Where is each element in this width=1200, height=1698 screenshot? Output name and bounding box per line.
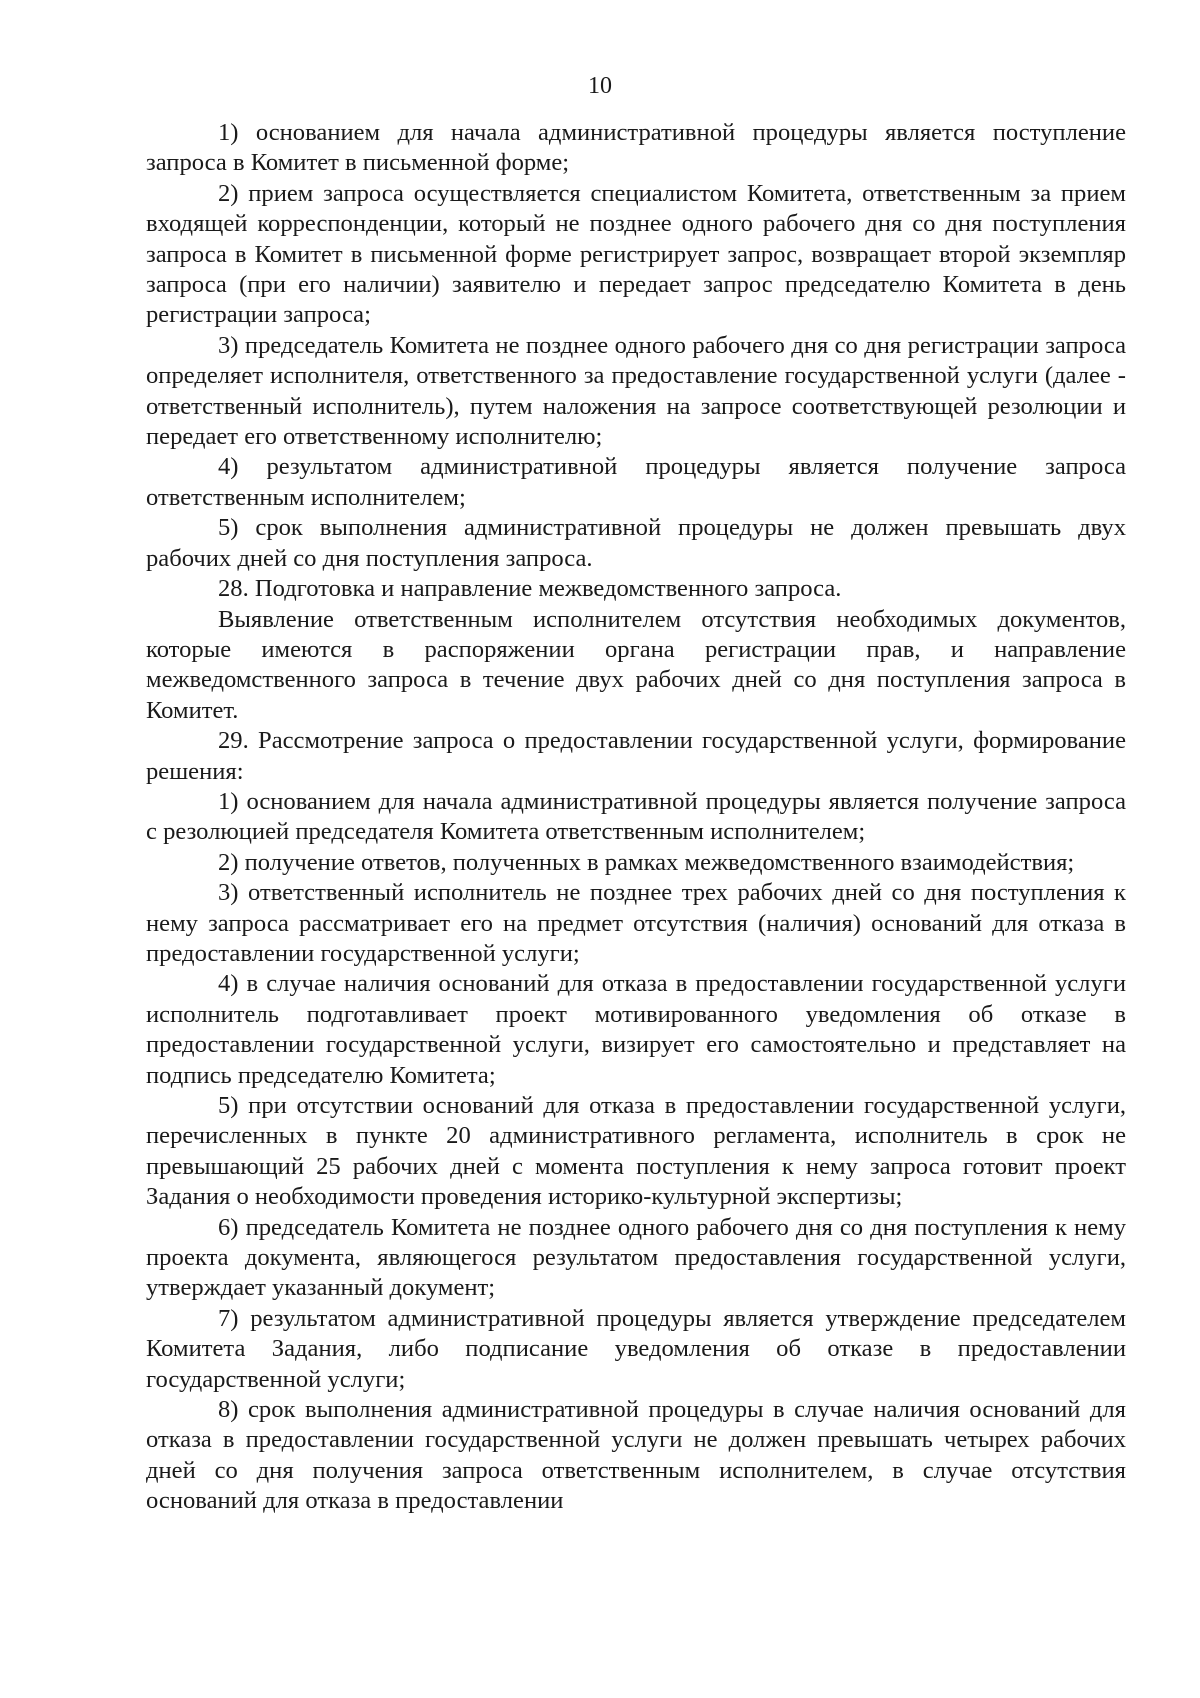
paragraph-item-1: 1) основанием для начала административной процедуры является поступление запроса в Комитет в письменной форме; bbox=[146, 119, 1126, 177]
paragraph-section-28-text: Выявление ответственным исполнителем отсутствия необходимых документов, которые имеются в распоряжении органа регистрации прав, и направление межведомственного запроса в течение двух рабочих дней со дня поступления запроса в Комитет. bbox=[146, 605, 1126, 724]
paragraph-29-item-3: 3) ответственный исполнитель не позднее трех рабочих дней со дня поступления к нему запроса рассматривает его на предмет отсутствия (наличия) оснований для отказа в предоставлении государственной услуги; bbox=[146, 879, 1126, 967]
paragraph-29-item-4: 4) в случае наличия оснований для отказа в предоставлении государственной услуги исполнитель подготавливает проект мотивированного уведомления об отказе в предоставлении государственной услуги, визирует его самостоятельно и представляет на подпись председателю Комитета; bbox=[146, 970, 1126, 1089]
paragraph-29-item-5: 5) при отсутствии оснований для отказа в предоставлении государственной услуги, перечисленных в пункте 20 административного регламента, исполнитель в срок не превышающий 25 рабочих дней с момента поступления к нему запроса готовит проект Задания о необходимости проведения историко-культурной экспертизы; bbox=[146, 1092, 1126, 1211]
document-body bbox=[146, 118, 1126, 1517]
paragraph-29-item-2: 2) получение ответов, полученных в рамках межведомственного взаимодействия; bbox=[218, 848, 1075, 876]
paragraph-item-4: 4) результатом административной процедуры является получение запроса ответственным исполнителем; bbox=[146, 453, 1126, 511]
paragraph-29-item-8: 8) срок выполнения административной процедуры в случае наличия оснований для отказа в предоставлении государственной услуги не должен превышать четырех рабочих дней со дня получения запроса ответственным исполнителем, в случае отсутствия оснований для отказа в предоставлении bbox=[146, 1396, 1126, 1515]
paragraph-item-2: 2) прием запроса осуществляется специалистом Комитета, ответственным за прием входящей корреспонденции, который не позднее одного рабочего дня со дня поступления запроса в Комитет в письменной форме регистрирует запрос, возвращает второй экземпляр запроса (при его наличии) заявителю и передает запрос председателю Комитета в день регистрации запроса; bbox=[146, 179, 1126, 329]
page-number: 10 bbox=[588, 73, 612, 99]
paragraph-29-item-6: 6) председатель Комитета не позднее одного рабочего дня со дня поступления к нему проекта документа, являющегося результатом предоставления государственной услуги, утверждает указанный документ; bbox=[146, 1213, 1126, 1302]
paragraph-item-5: 5) срок выполнения административной процедуры не должен превышать двух рабочих дней со дня поступления запроса. bbox=[146, 514, 1126, 572]
paragraph-section-28: 28. Подготовка и направление межведомственного запроса. bbox=[218, 575, 842, 603]
paragraph-item-3: 3) председатель Комитета не позднее одного рабочего дня со дня регистрации запроса определяет исполнителя, ответственного за предоставление государственной услуги (далее - ответственный исполнитель), путем наложения на запросе соответствующей резолюции и передает его ответственному исполнителю; bbox=[146, 331, 1126, 451]
paragraph-29-item-7: 7) результатом административной процедуры является утверждение председателем Комитета Задания, либо подписание уведомления об отказе в предоставлении государственной услуги; bbox=[146, 1304, 1126, 1393]
paragraph-section-29: 29. Рассмотрение запроса о предоставлении государственной услуги, формирование решения: bbox=[146, 727, 1126, 785]
paragraph-29-item-1: 1) основанием для начала административной процедуры является получение запроса с резолюцией председателя Комитета ответственным исполнителем; bbox=[146, 787, 1126, 846]
